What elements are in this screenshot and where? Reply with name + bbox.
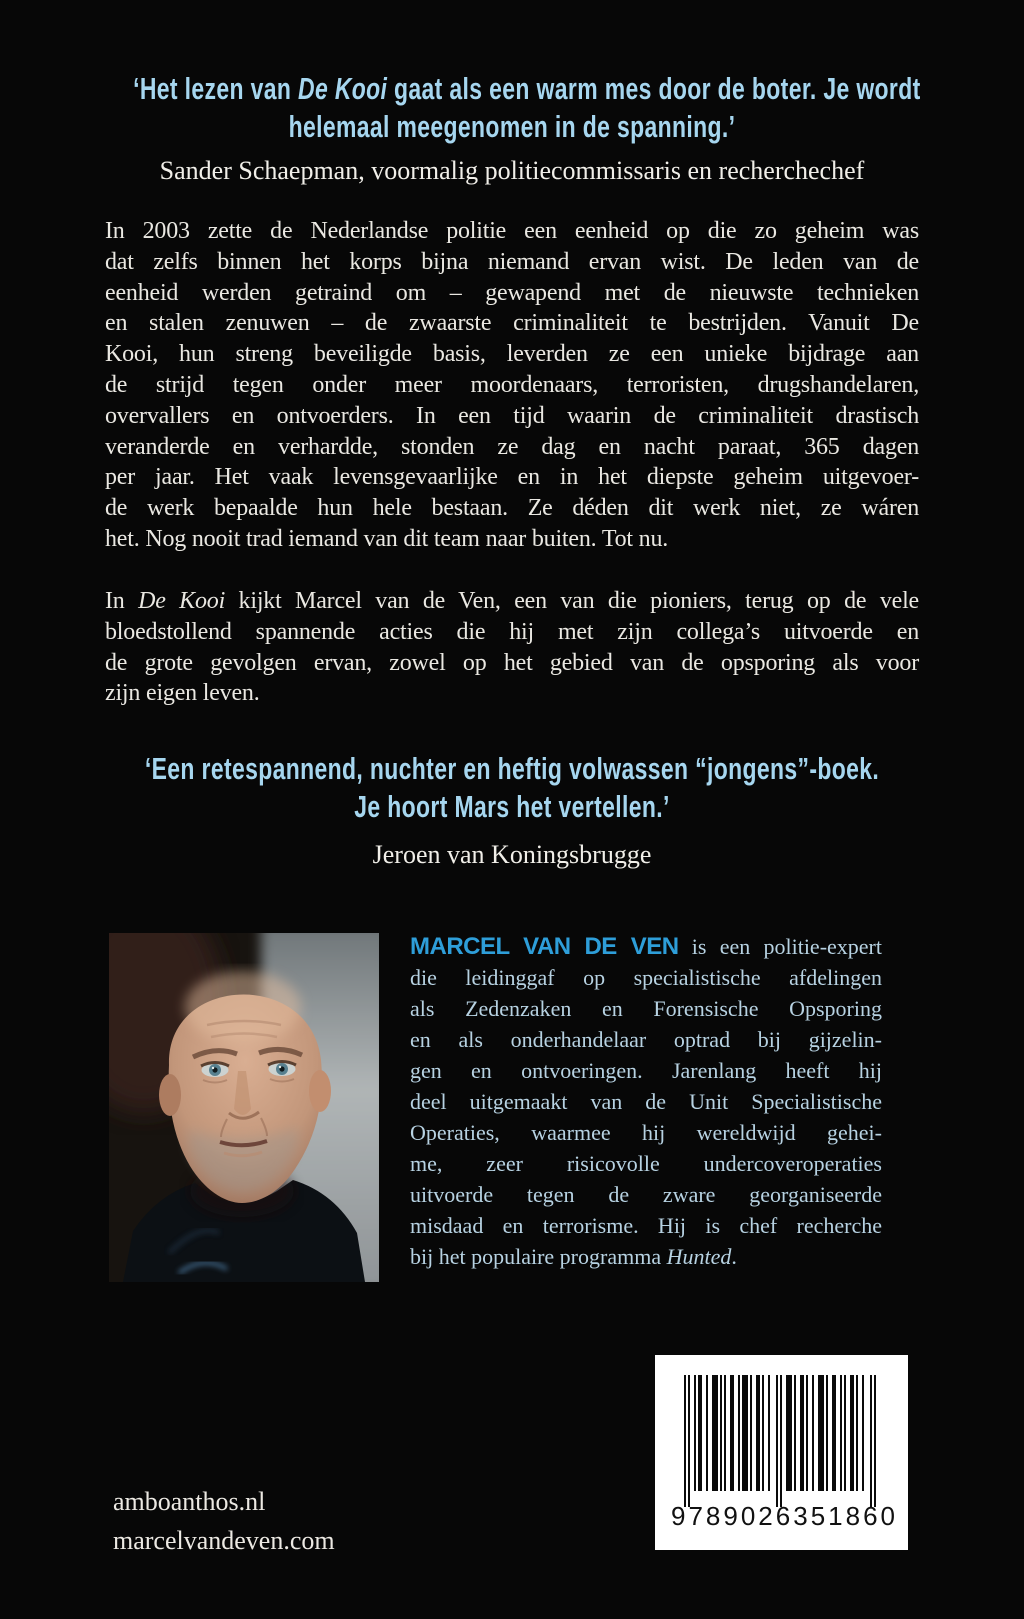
text-line: overvallers en ontvoerders. In een tijd waarin de criminaliteit drastisch: [105, 402, 919, 429]
text-line: misdaad en terrorisme. Hij is chef recherche: [410, 1213, 882, 1238]
text-line: het. Nog nooit trad iemand van dit team naar buiten. Tot nu.: [105, 525, 669, 552]
text-line: gen en ontvoeringen. Jarenlang heeft hij: [410, 1058, 882, 1083]
synopsis-paragraph-1: [105, 216, 919, 555]
text-line: de werk bepaalde hun hele bestaan. Ze déden dit werk niet, ze wáren: [105, 495, 919, 522]
author-bio: [410, 931, 882, 1272]
text-line: deel uitgemaakt van de Unit Specialistische: [410, 1089, 882, 1114]
quote-line: helemaal meegenomen in de spanning.’: [288, 109, 736, 144]
text-line: als Zedenzaken en Forensische Opsporing: [410, 996, 882, 1021]
synopsis-paragraph-2: [105, 586, 919, 709]
text-line: bij het populaire programma Hunted.: [410, 1244, 737, 1269]
text-line: eenheid werden getraind om – gewapend met de nieuwste technieken: [105, 279, 919, 306]
publisher-url: amboanthos.nl: [113, 1487, 266, 1516]
author-name: MARCEL VAN DE VEN: [410, 933, 679, 960]
text-line: Kooi, hun streng beveiligde basis, leverden ze een unieke bijdrage aan: [105, 341, 919, 368]
quote-attribution-top: Sander Schaepman, voormalig politiecommissaris en recherchechef: [159, 156, 865, 185]
text-line: Operaties, waarmee hij wereldwijd gehei-: [410, 1120, 882, 1145]
review-quote-bottom: [0, 750, 1024, 826]
text-line: zijn eigen leven.: [105, 680, 260, 707]
isbn-digit-group-2: 351860: [793, 1501, 898, 1531]
text-line: die leidinggaf op specialistische afdelingen: [410, 965, 882, 990]
barcode-bars: [684, 1375, 880, 1509]
quote-line: Je hoort Mars het vertellen.’: [354, 789, 670, 824]
quote-attribution-bottom: Jeroen van Koningsbrugge: [372, 840, 652, 869]
author-portrait-illustration: [109, 933, 379, 1282]
publisher-links: [113, 1482, 335, 1560]
text-line: de strijd tegen onder meer moordenaars, terroristen, drugshandelaren,: [105, 371, 919, 398]
quote-line: ‘Het lezen van De Kooi gaat als een warm mes door de boter. Je wordt: [133, 71, 921, 106]
review-quote-top: [0, 70, 1024, 146]
text-line: dat zelfs binnen het korps bijna niemand ervan wist. De leden van de: [105, 248, 919, 275]
book-title-italic: De Kooi: [138, 588, 226, 614]
author-url: marcelvandeven.com: [113, 1526, 335, 1555]
text-line: bloedstollend spannende acties die hij met zijn collega’s uitvoerde en: [105, 618, 919, 645]
quote-line: ‘Een retespannend, nuchter en heftig volwassen “jongens”-boek.: [144, 751, 880, 786]
text-line: uitvoerde tegen de zware georganiseerde: [410, 1182, 882, 1207]
isbn-barcode: [655, 1355, 908, 1550]
text-line: MARCEL VAN DE VEN is een politie-expert: [410, 933, 882, 960]
text-line: In 2003 zette de Nederlandse politie een eenheid op die zo geheim was: [105, 218, 919, 244]
text-line: In De Kooi kijkt Marcel van de Ven, een van die pioniers, terug op de vele: [105, 588, 919, 614]
text-line: veranderde en verhardde, stonden ze dag en nacht paraat, 365 dagen: [105, 433, 919, 460]
text-line: per jaar. Het vaak levensgevaarlijke en in het diepste geheim uitgevoer-: [105, 464, 919, 491]
book-title-italic: De Kooi: [298, 71, 388, 106]
text-line: de grote gevolgen ervan, zowel op het gebied van de opsporing als voor: [105, 649, 919, 676]
text-line: en als onderhandelaar optrad bij gijzelin-: [410, 1027, 882, 1052]
isbn-digit-lead: 9: [671, 1501, 689, 1531]
text-line: en stalen zenuwen – de zwaarste criminaliteit te bestrijden. Vanuit De: [105, 310, 919, 337]
tv-show-title-italic: Hunted: [666, 1244, 732, 1269]
text-line: me, zeer risicovolle undercoveroperaties: [410, 1151, 882, 1176]
isbn-digits: [663, 1501, 900, 1532]
isbn-digit-group-1: 789026: [688, 1501, 794, 1531]
author-photo: [109, 933, 379, 1282]
